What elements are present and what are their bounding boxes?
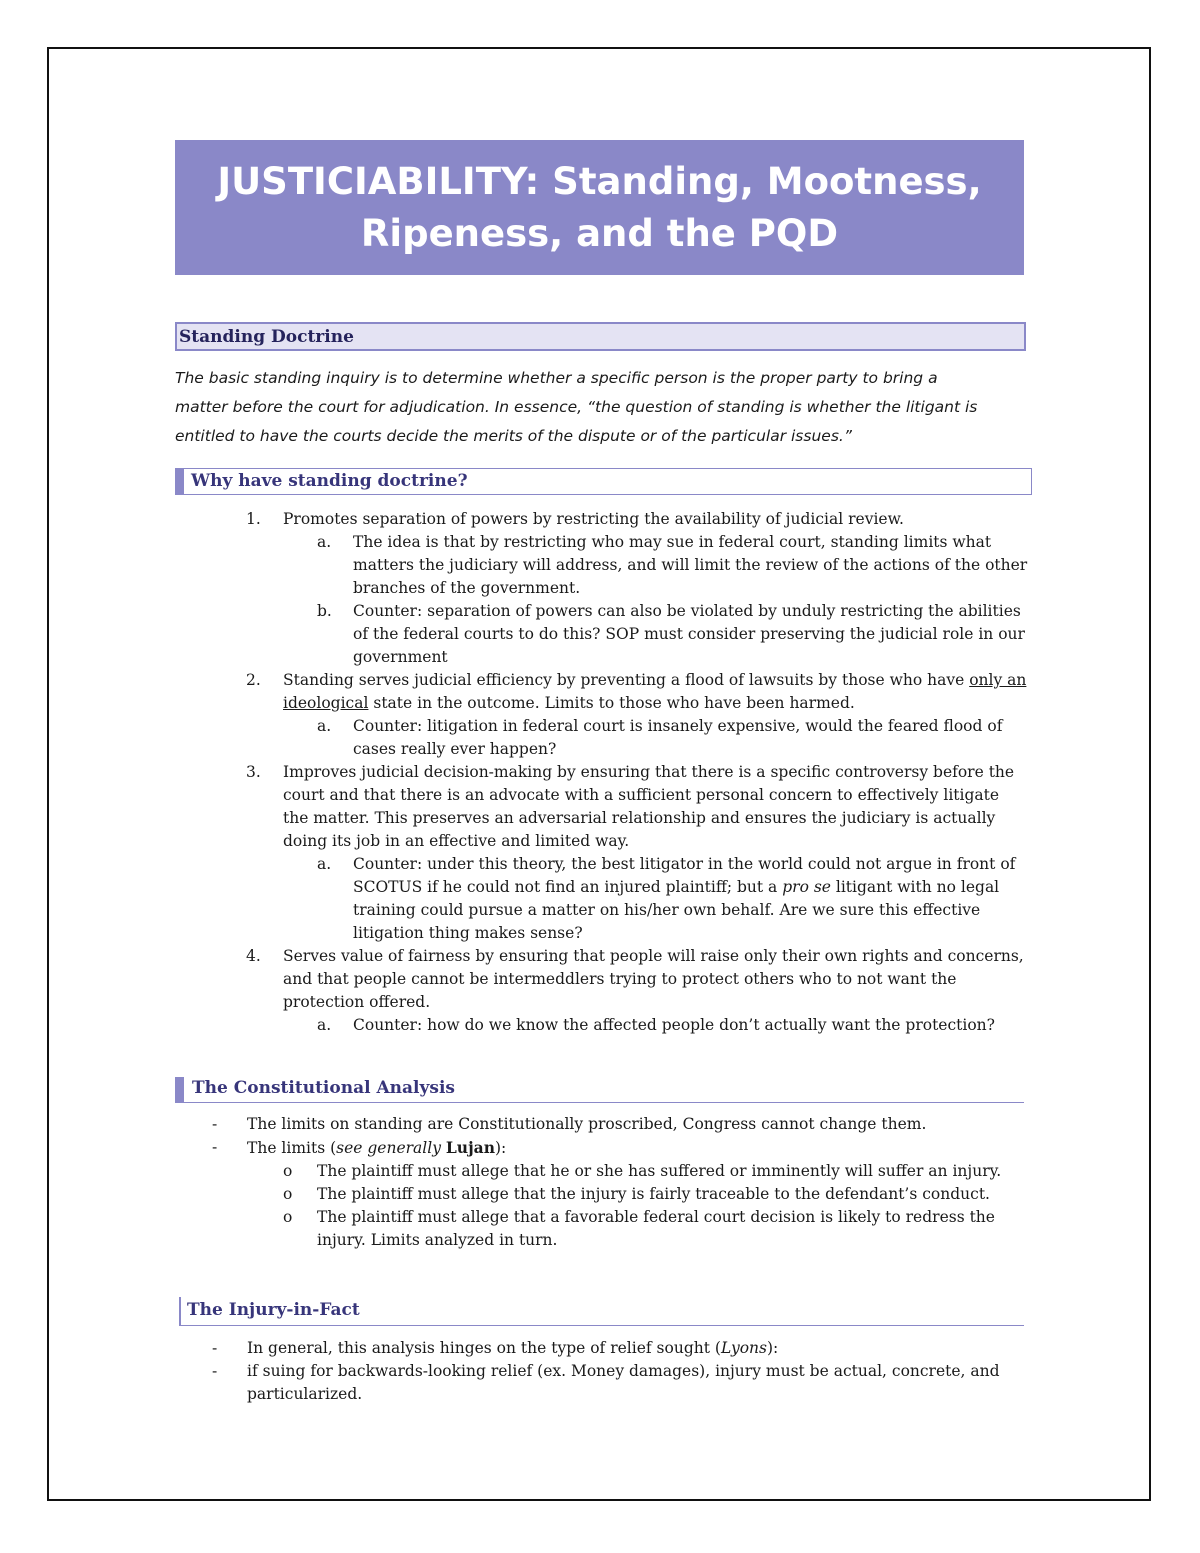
list-item-text: Improves judicial decision-making by ensuring that there is a specific controversy before the court and that there is an advocate with a sufficient personal concern to effectively litigate the matter. This preserves an adversarial relationship and ensures the judiciary is actually doing its job in an effective and limited way. — [283, 763, 1015, 850]
heading-standing-doctrine: Standing Doctrine — [175, 322, 1026, 351]
sub-list-marker: a. — [317, 855, 332, 873]
dash-marker: - — [212, 1339, 218, 1357]
sub-list-item-text: The plaintiff must allege that he or she has suffered or imminently will suffer an injury. — [317, 1162, 1002, 1180]
list-item — [212, 1136, 1027, 1160]
title-line-1: JUSTICIABILITY: Standing, Mootness, — [217, 159, 982, 203]
list-number: 4. — [246, 947, 261, 965]
injury-in-fact-list — [212, 1337, 1027, 1406]
list-item-text: Promotes separation of powers by restricting the availability of judicial review. — [283, 510, 904, 528]
bullet-marker: o — [283, 1162, 293, 1180]
italic-text: see generally — [336, 1139, 441, 1157]
sub-list-item-text: Counter: separation of powers can also be violated by unduly restricting the abilities of the federal courts to do this? SOP must consider preserving the judicial role in our government — [353, 602, 1025, 666]
list-item-text: The limits on standing are Constitutionally proscribed, Congress cannot change them. — [247, 1115, 927, 1133]
sub-list-marker: b. — [317, 602, 332, 620]
document-title — [175, 140, 1024, 275]
list-item-text: ): — [495, 1139, 507, 1157]
intro-line: The basic standing inquiry is to determine whether a specific person is the proper party to bring a — [175, 369, 938, 387]
list-item-text: if suing for backwards-looking relief (ex. Money damages), injury must be actual, concrete, and particularized. — [247, 1362, 1000, 1403]
italic-text: Lyons — [720, 1339, 767, 1357]
list-item — [246, 761, 1028, 853]
list-item — [246, 669, 1028, 715]
sub-list-item — [283, 600, 1028, 669]
standing-intro-paragraph — [175, 364, 1025, 451]
italic-text: pro se — [782, 878, 831, 896]
dash-marker: - — [212, 1115, 218, 1133]
intro-line: entitled to have the courts decide the merits of the dispute or of the particular issues.” — [175, 427, 852, 445]
sub-list-marker: a. — [317, 1016, 332, 1034]
list-item — [212, 1360, 1027, 1406]
list-number: 2. — [246, 671, 261, 689]
constitutional-analysis-list — [212, 1113, 1027, 1252]
sub-list-marker: a. — [317, 533, 332, 551]
case-name: Lujan — [445, 1138, 495, 1157]
dash-marker: - — [212, 1362, 218, 1380]
intro-line: matter before the court for adjudication. In essence, “the question of standing is whether the litigant is — [175, 398, 978, 416]
list-item-text: Standing serves judicial efficiency by preventing a flood of lawsuits by those who have — [283, 671, 970, 689]
list-item — [212, 1113, 1027, 1136]
list-item-text: Serves value of fairness by ensuring that people will raise only their own rights and concerns, and that people cannot be intermeddlers trying to protect others who to not want the protection offered. — [283, 947, 1024, 1011]
sub-list-item-text: The plaintiff must allege that a favorable federal court decision is likely to redress the injury. Limits analyzed in turn. — [317, 1208, 995, 1249]
sub-list-item-text: The idea is that by restricting who may sue in federal court, standing limits what matters the judiciary will address, and will limit the review of the actions of the other branches of the government. — [353, 533, 1028, 597]
reasons-list — [246, 508, 1028, 1037]
list-number: 1. — [246, 510, 261, 528]
list-item — [212, 1337, 1027, 1360]
sub-list-item — [283, 715, 1028, 761]
list-item — [246, 508, 1028, 531]
sub-list-item-text: Counter: litigation in federal court is insanely expensive, would the feared flood of cases really ever happen? — [353, 717, 1003, 758]
heading-injury-in-fact: The Injury-in-Fact — [179, 1297, 1024, 1326]
underlined-text: only an ideological — [283, 671, 1027, 712]
sub-list-item-text: Counter: under this theory, the best litigator in the world could not argue in front of SCOTUS if he could not find an injured plaintiff; but a — [353, 855, 1016, 896]
sub-list-item — [247, 1183, 1027, 1206]
bullet-marker: o — [283, 1208, 293, 1226]
sub-list-item-text: Counter: how do we know the affected people don’t actually want the protection? — [353, 1016, 995, 1034]
title-line-2: Ripeness, and the PQD — [360, 211, 839, 255]
bullet-marker: o — [283, 1185, 293, 1203]
dash-marker: - — [212, 1138, 218, 1156]
sub-list-item — [283, 531, 1028, 600]
heading-constitutional-analysis: The Constitutional Analysis — [175, 1077, 1024, 1103]
list-item-text: In general, this analysis hinges on the type of relief sought ( — [247, 1339, 721, 1357]
list-item — [246, 945, 1028, 1014]
sub-list-item-text: litigant with no legal training could pursue a matter on his/her own behalf. Are we sure this effective litigation thing makes sense? — [353, 878, 1000, 942]
sub-list-item-text: The plaintiff must allege that the injury is fairly traceable to the defendant’s conduct. — [317, 1185, 990, 1203]
heading-why-standing: Why have standing doctrine? — [175, 468, 1032, 495]
sub-list-item — [247, 1206, 1027, 1252]
list-number: 3. — [246, 763, 261, 781]
sub-list-item — [283, 1014, 1028, 1037]
sub-list-marker: a. — [317, 717, 332, 735]
list-item-text: The limits ( — [247, 1139, 337, 1157]
sub-list-item — [283, 853, 1028, 945]
list-item-text: ): — [766, 1339, 779, 1357]
list-item-text: state in the outcome. Limits to those who have been harmed. — [368, 694, 855, 712]
sub-list-item — [247, 1160, 1027, 1183]
